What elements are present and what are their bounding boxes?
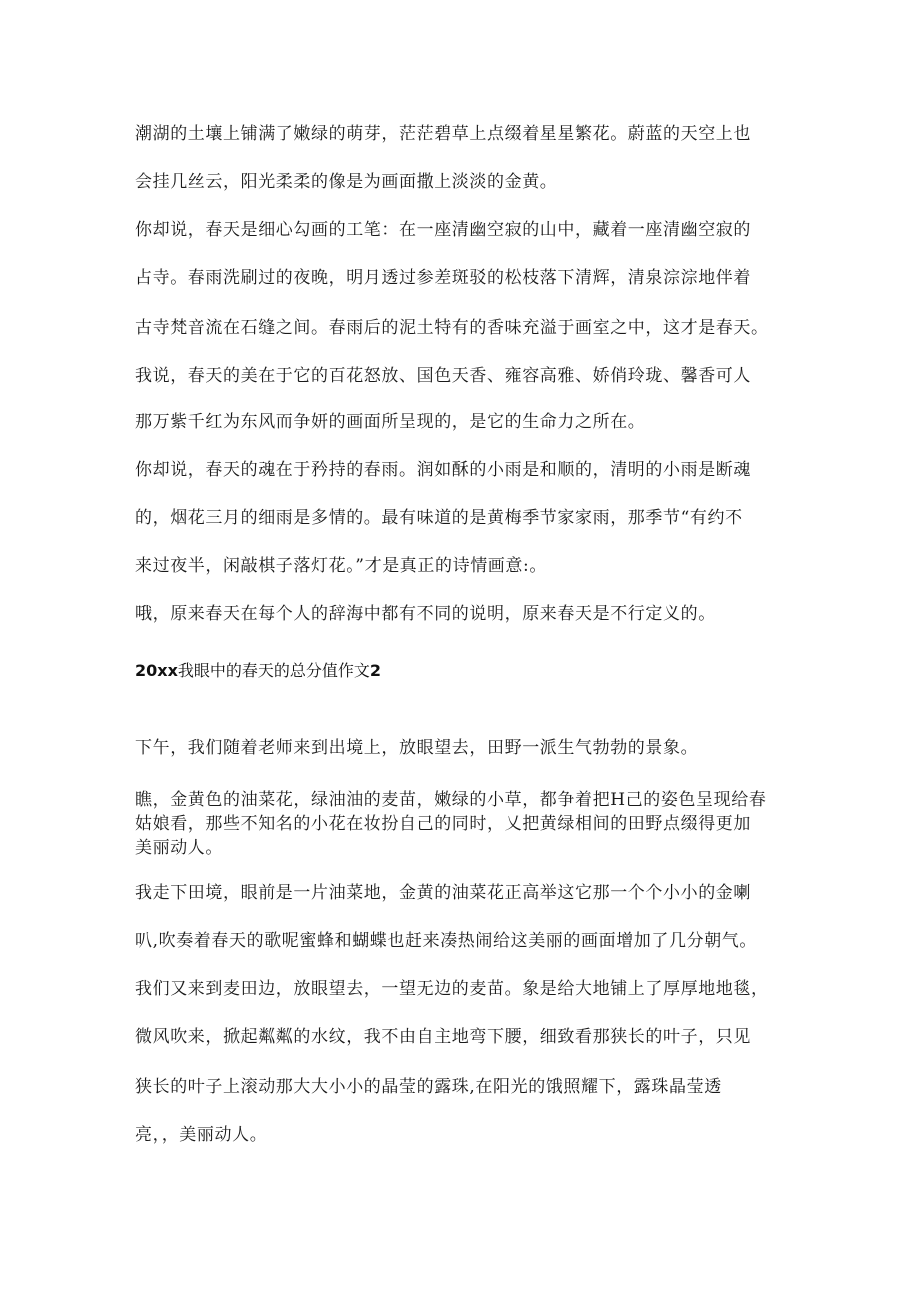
heading-title: 我眼中的春天的总分值作文 bbox=[177, 661, 370, 680]
paragraph-line: 我走下田境，眼前是一片油菜地，金黄的油菜花正高举这它那一个个小小的金喇 bbox=[135, 883, 751, 903]
paragraph-line: 你却说，春天是细心勾画的工笔：在一座清幽空寂的山中，藏着一座清幽空寂的 bbox=[135, 220, 751, 240]
paragraph-line: 美丽动人。 bbox=[135, 838, 223, 858]
paragraph-line: 你却说，春天的魂在于矜持的春雨。润如酥的小雨是和顺的，清明的小雨是断魂 bbox=[135, 460, 751, 480]
section-heading bbox=[135, 661, 381, 681]
paragraph-line: 来过夜半，闲敲棋子落灯花。”才是真正的诗情画意:。 bbox=[135, 556, 547, 576]
paragraph-line: 姑娘看，那些不知名的小花在妆扮自己的同时，乂把黄绿相间的田野点缀得更加 bbox=[135, 814, 751, 834]
paragraph-line: 潮湖的土壤上铺满了嫩绿的萌芽，茫茫碧草上点缀着星星繁花。蔚蓝的天空上也 bbox=[135, 124, 751, 144]
paragraph-line: 那万紫千红为东风而争妍的画面所呈现的，是它的生命力之所在。 bbox=[135, 412, 646, 432]
paragraph-line: 微风吹来，掀起粼粼的水纹，我不由自主地弯下腰，细致看那狭长的叶子，只见 bbox=[135, 1027, 751, 1047]
paragraph-line: 占寺。春雨洗刷过的夜晚，明月透过参差斑驳的松枝落下清辉，清泉淙淙地伴着 bbox=[135, 268, 751, 288]
heading-number: 2 bbox=[369, 661, 382, 680]
paragraph-line: 会挂几丝云，阳光柔柔的像是为画面撒上淡淡的金黄。 bbox=[135, 172, 558, 192]
paragraph-line: 哦，原来春天在每个人的辞海中都有不同的说明，原来春天是不行定义的。 bbox=[135, 604, 716, 624]
paragraph-line: 瞧，金黄色的油菜花，绿油油的麦苗，嫩绿的小草，都争着把H己的姿色呈现给春 bbox=[135, 790, 767, 810]
paragraph-line: 我们又来到麦田边，放眼望去，一望无边的麦苗。象是给大地铺上了厚厚地地毯， bbox=[135, 979, 769, 999]
paragraph-line: 下午，我们随着老师来到出境上，放眼望去，田野一派生气勃勃的景象。 bbox=[135, 738, 699, 758]
paragraph-line: 古寺梵音流在石缝之间。春雨后的泥土特有的香味充溢于画室之中，这才是春天。 bbox=[135, 318, 769, 338]
paragraph-line: 的，烟花三月的细雨是多情的。最有味道的是黄梅季节家家雨，那季节“有约不 bbox=[135, 508, 743, 528]
paragraph-line: 叭,吹奏着春天的歌呢蜜蜂和蝴蝶也赶来凑热闹给这美丽的画面增加了几分朝气。 bbox=[135, 931, 758, 951]
paragraph-line: 狭长的叶子上滚动那大大小小的晶莹的露珠,在阳光的饿照耀下，露珠晶莹透 bbox=[135, 1077, 722, 1097]
paragraph-line: 亮，，美丽动人。 bbox=[135, 1125, 268, 1145]
heading-year: 20xx bbox=[135, 661, 178, 680]
paragraph-line: 我说，春天的美在于它的百花怒放、国色天香、雍容高雅、娇俏玲珑、馨香可人 bbox=[135, 366, 751, 386]
